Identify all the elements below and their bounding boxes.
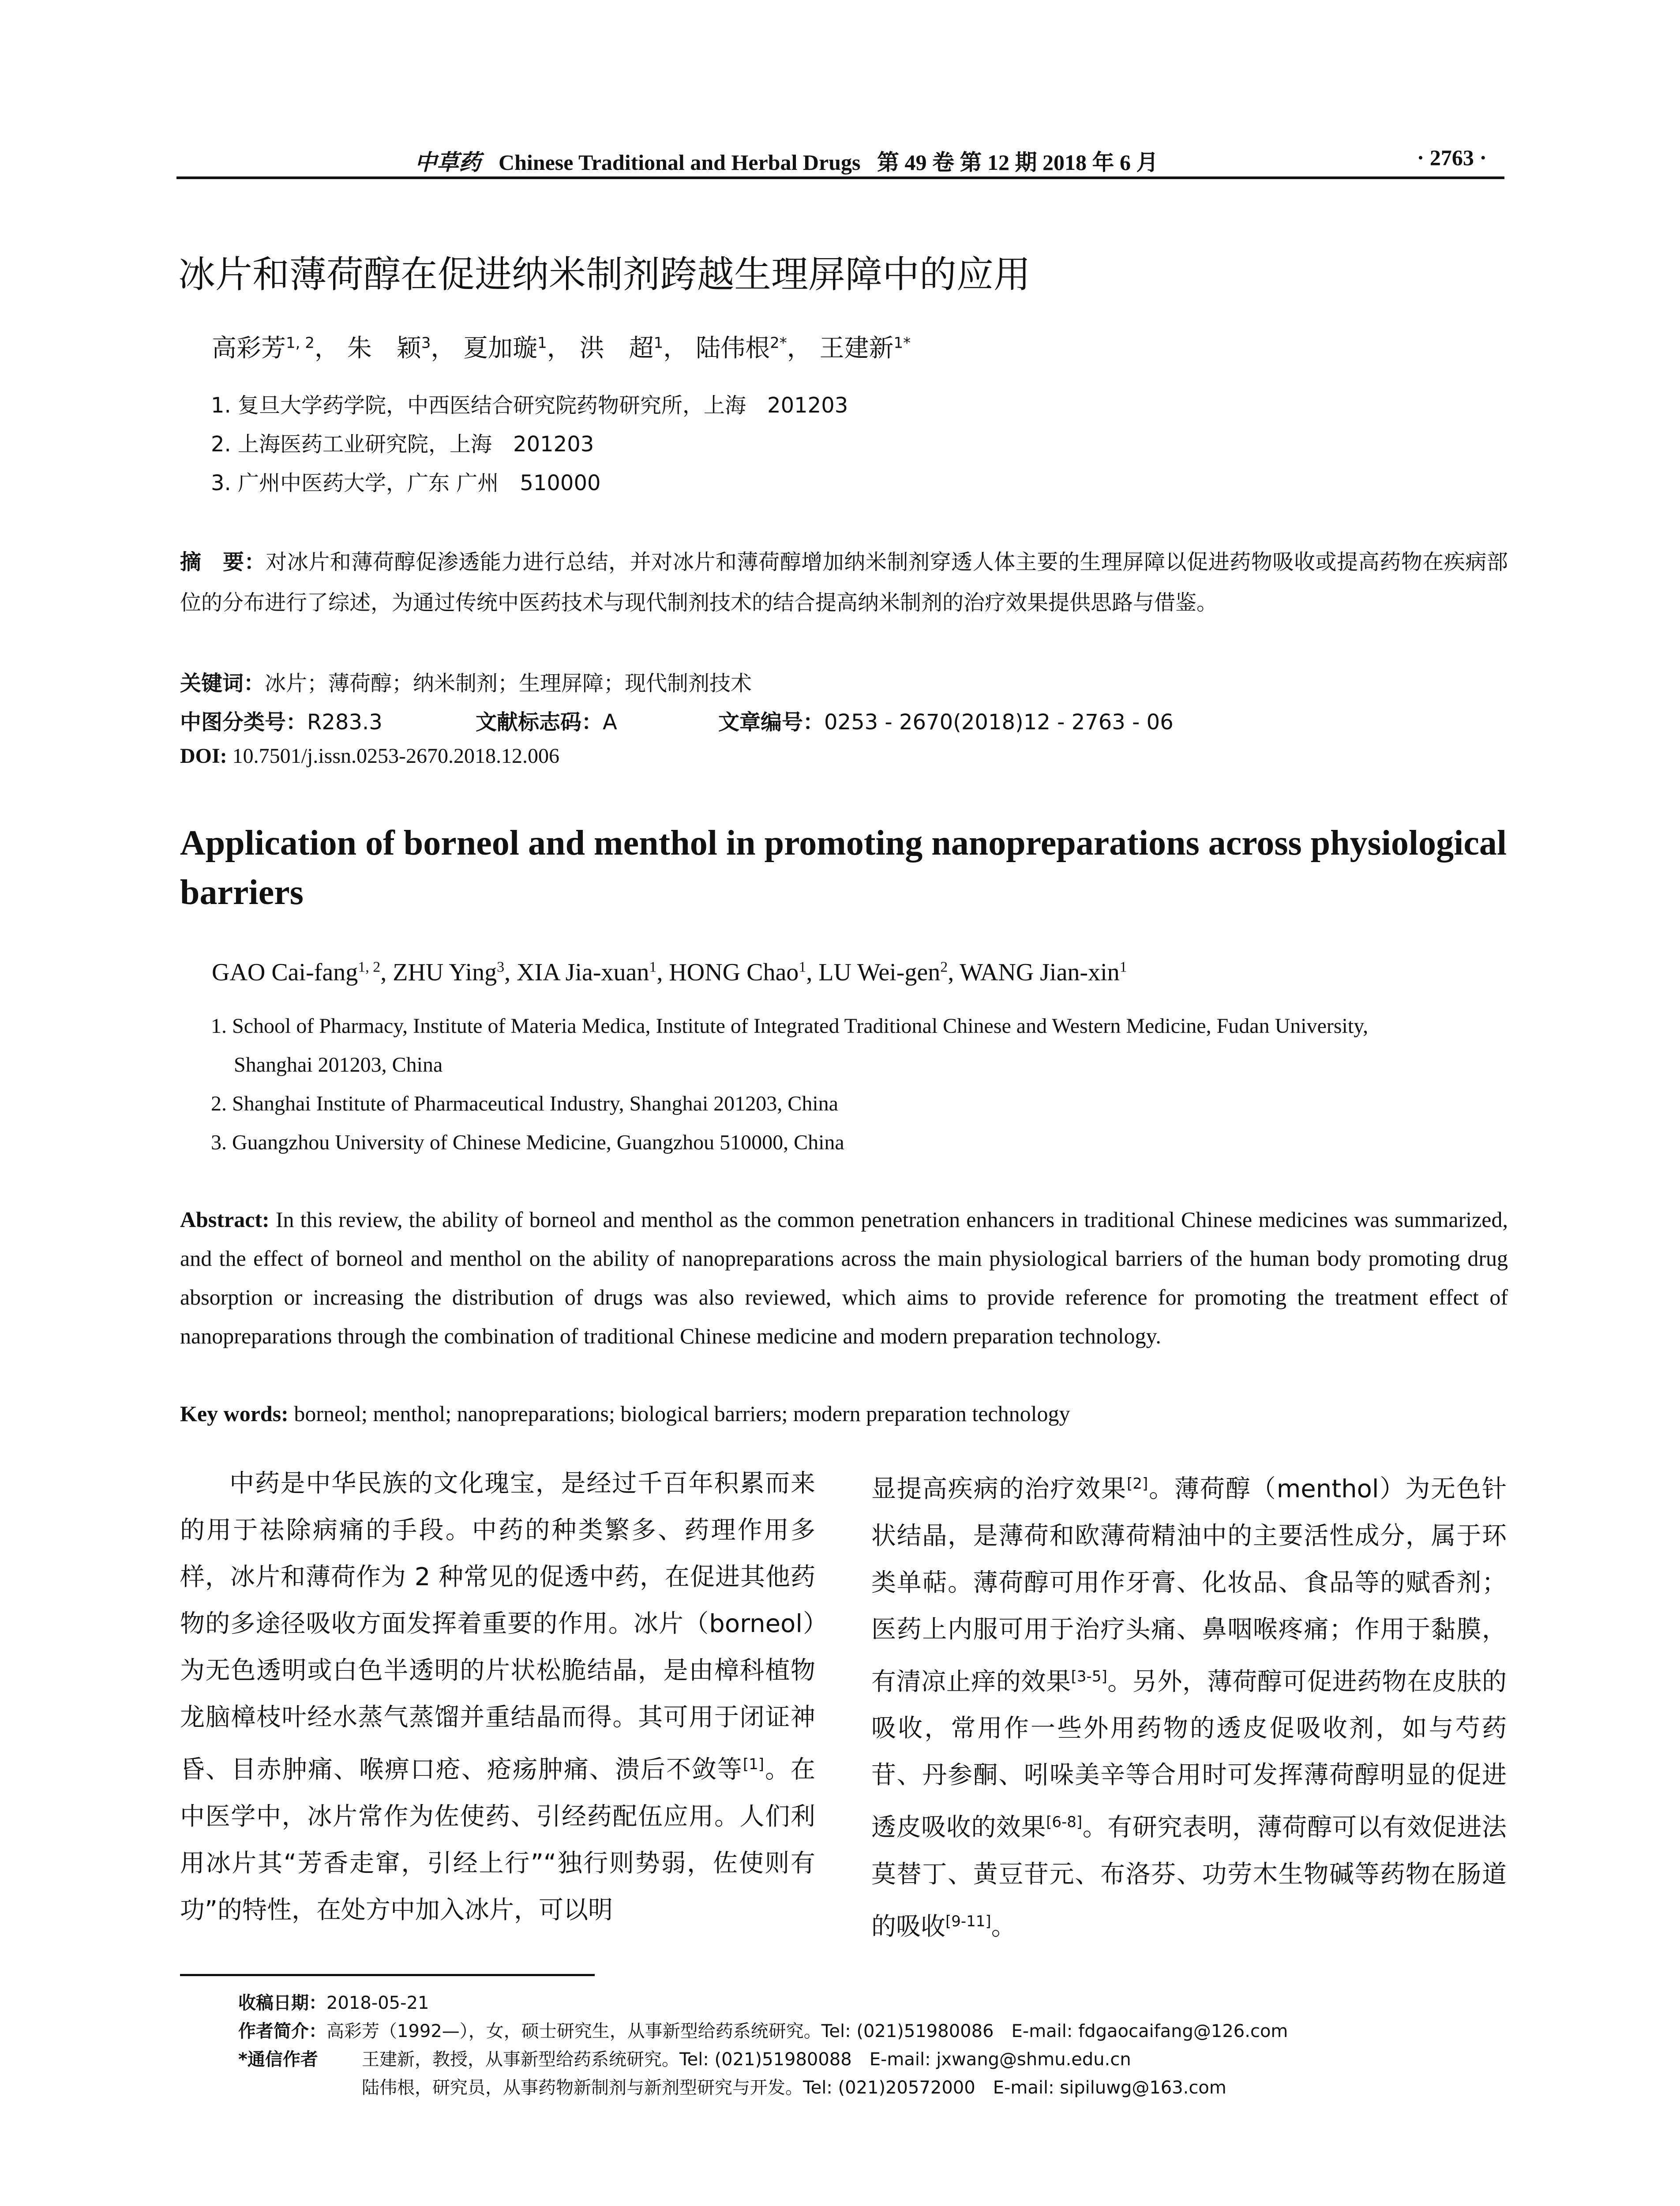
bio-text: 高彩芳（1992—），女，硕士研究生，从事新型给药系统研究。Tel: (021)51980086 E-mail: fdgaocaifang@126.com — [326, 2021, 1288, 2041]
en-author: XIA Jia-xuan — [517, 959, 649, 986]
en-affiliation-1-line2: Shanghai 201203, China — [234, 1053, 443, 1077]
en-author-sup: 1 — [1119, 959, 1127, 975]
en-abstract — [180, 1200, 1508, 1355]
en-author: HONG Chao — [669, 959, 799, 986]
footnote-received — [238, 1989, 429, 2014]
body-right-column — [871, 1460, 1507, 1951]
body-left-column — [180, 1460, 815, 1934]
en-keywords — [180, 1394, 1508, 1433]
en-author: GAO Cai-fang — [212, 959, 358, 986]
clc-label: 中图分类号： — [180, 710, 308, 735]
cn-author-sup: 1 — [653, 334, 664, 352]
cn-keywords — [180, 666, 752, 697]
cn-author: 夏加璇 — [463, 334, 538, 363]
article-number — [718, 705, 1174, 735]
doi-line — [180, 744, 559, 768]
en-author-sup: 1 — [649, 959, 657, 975]
body-right-text-5: 。 — [991, 1912, 1016, 1941]
cn-author: 洪 超 — [579, 334, 654, 363]
cn-abstract-label: 摘 要： — [180, 550, 266, 574]
cn-title: 冰片和薄荷醇在促进纳米制剂跨越生理屏障中的应用 — [178, 253, 1031, 296]
footnote-divider — [180, 1974, 595, 1976]
doi-label: DOI: — [180, 744, 227, 768]
citation[interactable]: [9-11] — [945, 1912, 991, 1930]
en-author-sup: 1, 2 — [358, 959, 381, 975]
article-no-value: 0253 - 2670(2018)12 - 2763 - 06 — [824, 710, 1174, 735]
citation[interactable]: [2] — [1127, 1475, 1148, 1493]
en-affiliation-3: 3. Guangzhou University of Chinese Medicine, Guangzhou 510000, China — [211, 1131, 844, 1154]
cn-abstract-text: 对冰片和薄荷醇促渗透能力进行总结，并对冰片和薄荷醇增加纳米制剂穿透人体主要的生理屏障以促进药物吸收或提高药物在疾病部位的分布进行了综述，为通过传统中医药技术与现代制剂技术的结合提高纳米制剂的治疗效果提供思路与借鉴。 — [180, 550, 1508, 615]
cn-author: 陆伟根 — [696, 334, 770, 363]
cn-author: 朱 颖 — [347, 334, 421, 363]
cn-author: 高彩芳 — [212, 334, 286, 363]
cn-author-sup: 1, 2 — [286, 334, 315, 352]
doi-value: 10.7501/j.issn.0253-2670.2018.12.006 — [232, 744, 560, 768]
en-abstract-label: Abstract: — [180, 1207, 270, 1232]
article-no-label: 文章编号： — [718, 710, 825, 735]
bio-label: 作者简介： — [238, 2021, 326, 2041]
doc-code — [476, 705, 617, 735]
body-right-text-1: 显提高疾病的治疗效果 — [871, 1474, 1127, 1504]
journal-line — [415, 145, 1158, 176]
cn-author-sup: 1 — [537, 334, 547, 352]
running-header — [176, 141, 1504, 179]
footnote-author-bio — [238, 2017, 1288, 2042]
en-author-sup: 3 — [497, 959, 505, 975]
en-affiliation-2: 2. Shanghai Institute of Pharmaceutical Industry, Shanghai 201203, China — [211, 1092, 838, 1115]
en-author-sup: 2 — [940, 959, 948, 975]
footnote-corresponding-1: 王建新，教授，从事新型给药系统研究。Tel: (021)51980088 E-mail: jxwang@shmu.edu.cn — [362, 2049, 1131, 2070]
footnote-corresponding-2: 陆伟根，研究员，从事药物新制剂与新剂型研究与开发。Tel: (021)20572000 E-mail: sipiluwg@163.com — [362, 2078, 1226, 2098]
citation[interactable]: [1] — [742, 1756, 765, 1773]
body-right-text-4: 。有研究表明，薄荷醇可以有效促进法莫替丁、黄豆苷元、布洛芬、功劳木生物碱等药物在肠道的吸收 — [871, 1813, 1507, 1941]
journal-en-name: Chinese Traditional and Herbal Drugs — [499, 150, 861, 175]
cn-author-sup: 2* — [770, 334, 787, 352]
en-affiliation-1 — [211, 1007, 1517, 1084]
cn-keywords-text: 冰片；薄荷醇；纳米制剂；生理屏障；现代制剂技术 — [265, 671, 752, 696]
en-author: WANG Jian-xin — [960, 959, 1120, 986]
corresponding-label: *通信作者 — [238, 2049, 318, 2070]
doc-code-label: 文献标志码： — [476, 710, 603, 735]
cn-affiliation-1: 1. 复旦大学药学院，中西医结合研究院药物研究所，上海 201203 — [211, 393, 848, 418]
citation[interactable]: [6-8] — [1046, 1813, 1083, 1831]
cn-keywords-label: 关键词： — [180, 671, 265, 696]
body-right-text-2: 。薄荷醇（menthol）为无色针状结晶，是薄荷和欧薄荷精油中的主要活性成分，属于环类单萜。薄荷醇可用作牙膏、化妆品、食品等的赋香剂；医药上内服可用于治疗头痛、鼻咽喉疼痛；作用于黏膜，有清凉止痒的效果 — [871, 1474, 1507, 1696]
received-date: 2018-05-21 — [326, 1993, 429, 2013]
clc-value: R283.3 — [307, 710, 382, 735]
cn-classification-line — [180, 705, 1508, 735]
cn-author-sup: 3 — [421, 334, 431, 352]
received-label: 收稿日期： — [238, 1993, 326, 2013]
page-number: · 2763 · — [1417, 145, 1487, 170]
cn-affiliation-2: 2. 上海医药工业研究院，上海 201203 — [211, 432, 594, 457]
en-author-sup: 1 — [799, 959, 806, 975]
footnote-corresponding — [238, 2045, 318, 2071]
en-title: Application of borneol and menthol in promoting nanopreparations across physiological barriers — [180, 824, 1507, 912]
cn-author-sup: 1* — [893, 334, 911, 352]
cn-abstract — [180, 542, 1508, 623]
doc-code-value: A — [603, 710, 617, 735]
cn-affiliation-3: 3. 广州中医药大学，广东 广州 510000 — [211, 471, 601, 495]
en-affiliation-1-line1: 1. School of Pharmacy, Institute of Materia Medica, Institute of Integrated Traditional Chinese and Western Medicine, Fudan University, — [211, 1014, 1369, 1038]
body-right-text-3: 。另外，薄荷醇可促进药物在皮肤的吸收，常用作一些外用药物的透皮促吸收剂，如与芍药苷、丹参酮、吲哚美辛等合用时可发挥薄荷醇明显的促进透皮吸收的效果 — [871, 1667, 1507, 1842]
en-author: LU Wei-gen — [818, 959, 941, 986]
cn-author: 王建新 — [819, 334, 894, 363]
citation[interactable]: [3-5] — [1071, 1667, 1107, 1685]
body-left-text-2: 。在中医学中，冰片常作为佐使药、引经药配伍应用。人们利用冰片其“芳香走窜，引经上行”“独行则势弱，佐使则有功”的特性，在处方中加入冰片，可以明 — [180, 1755, 816, 1925]
issue-info: 第 49 卷 第 12 期 2018 年 6 月 — [877, 150, 1159, 175]
en-abstract-text: In this review, the ability of borneol and menthol as the common penetration enhancers in traditional Chinese medicines was summarized, and the effect of borneol and menthol on the ability of nanopreparations across the main physiological barriers of the human body promoting drug absorption or increasing the distribution of drugs was also reviewed, which aims to provide reference for promoting the treatment effect of nanopreparations through the combination of traditional Chinese medicine and modern preparation technology. — [180, 1207, 1508, 1348]
body-left-text-1: 中药是中华民族的文化瑰宝，是经过千百年积累而来的用于祛除病痛的手段。中药的种类繁多、药理作用多样，冰片和薄荷作为 2 种常见的促透中药，在促进其他药物的多途径吸收方面发挥着重要的作用。冰片（borneol）为无色透明或白色半透明的片状松脆结晶，是由樟科植物龙脑樟枝叶经水蒸气蒸馏并重结晶而得。其可用于闭证神昏、目赤肿痛、喉痹口疮、疮疡肿痛、溃后不敛等 — [180, 1469, 815, 1784]
en-authors: GAO Cai-fang$^{1, 2}$, ZHU Ying$^3$, XIA Jia-xuan$^1$, HONG Chao$^1$, LU Wei-gen$^2$, WANG Jian-xin$^1$ — [212, 959, 1127, 986]
en-author: ZHU Ying — [393, 959, 497, 986]
en-keywords-label: Key words: — [180, 1401, 289, 1426]
journal-cn-logo: 中草药 — [415, 149, 481, 175]
cn-authors: 高彩芳$^{1, 2}$， 朱 颖$^3$， 夏加璇$^1$， 洪 超$^1$， 陆伟根$^{2*}$， 王建新$^{1*}$ — [212, 334, 911, 363]
en-keywords-text: borneol; menthol; nanopreparations; biological barriers; modern preparation technology — [294, 1401, 1070, 1426]
